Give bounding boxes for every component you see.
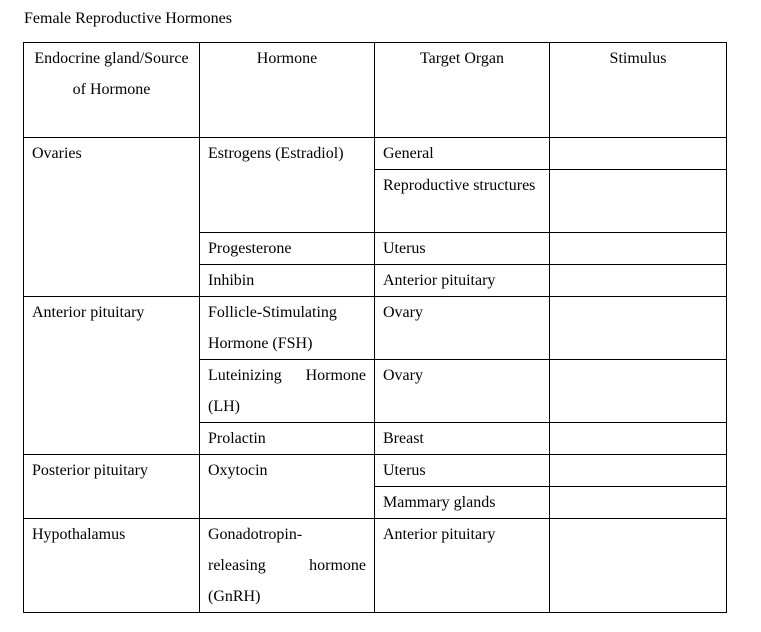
stimulus-cell [550, 455, 727, 487]
gnrh-word-hormone: hormone [309, 557, 366, 574]
target-cell: General [375, 138, 550, 170]
stimulus-cell [550, 519, 727, 613]
target-cell: Breast [375, 423, 550, 455]
gnrh-line-3: (GnRH) [208, 588, 261, 605]
table-row [24, 455, 727, 487]
gland-cell-posterior-pituitary: Posterior pituitary [24, 455, 200, 519]
stimulus-cell [550, 233, 727, 265]
hormone-cell-gnrh [200, 519, 375, 613]
stimulus-cell [550, 487, 727, 519]
hormone-cell-lh: Luteinizing Hormone (LH) [200, 360, 375, 423]
table-row [24, 138, 727, 170]
gland-cell-ovaries: Ovaries [24, 138, 200, 297]
document-title: Female Reproductive Hormones [24, 10, 232, 27]
target-cell: Reproductive structures [375, 170, 550, 233]
stimulus-cell [550, 138, 727, 170]
stimulus-cell [550, 360, 727, 423]
header-stimulus: Stimulus [550, 43, 727, 138]
stimulus-cell [550, 297, 727, 360]
stimulus-cell [550, 170, 727, 233]
target-cell: Uterus [375, 233, 550, 265]
target-cell: Anterior pituitary [375, 265, 550, 297]
hormone-cell-progesterone: Progesterone [200, 233, 375, 265]
target-cell: Anterior pituitary [375, 519, 550, 613]
gland-cell-anterior-pituitary: Anterior pituitary [24, 297, 200, 455]
gnrh-line-1: Gonadotropin- [208, 526, 303, 543]
header-hormone: Hormone [200, 43, 375, 138]
gnrh-word-releasing: releasing [208, 557, 266, 574]
header-gland: Endocrine gland/Source of Hormone [24, 43, 200, 138]
hormone-table [23, 42, 727, 613]
hormone-cell-prolactin: Prolactin [200, 423, 375, 455]
hormone-cell-fsh: Follicle-Stimulating Hormone (FSH) [200, 297, 375, 360]
header-target-organ: Target Organ [375, 43, 550, 138]
hormone-cell-oxytocin: Oxytocin [200, 455, 375, 519]
gnrh-line-2 [208, 550, 366, 581]
stimulus-cell [550, 423, 727, 455]
target-cell: Uterus [375, 455, 550, 487]
target-cell: Ovary [375, 297, 550, 360]
hormone-cell-inhibin: Inhibin [200, 265, 375, 297]
table-row [24, 297, 727, 360]
gland-cell-hypothalamus: Hypothalamus [24, 519, 200, 613]
header-row [24, 43, 727, 138]
table-row [24, 519, 727, 613]
hormone-cell-estrogens: Estrogens (Estradiol) [200, 138, 375, 233]
stimulus-cell [550, 265, 727, 297]
target-cell: Ovary [375, 360, 550, 423]
target-cell: Mammary glands [375, 487, 550, 519]
